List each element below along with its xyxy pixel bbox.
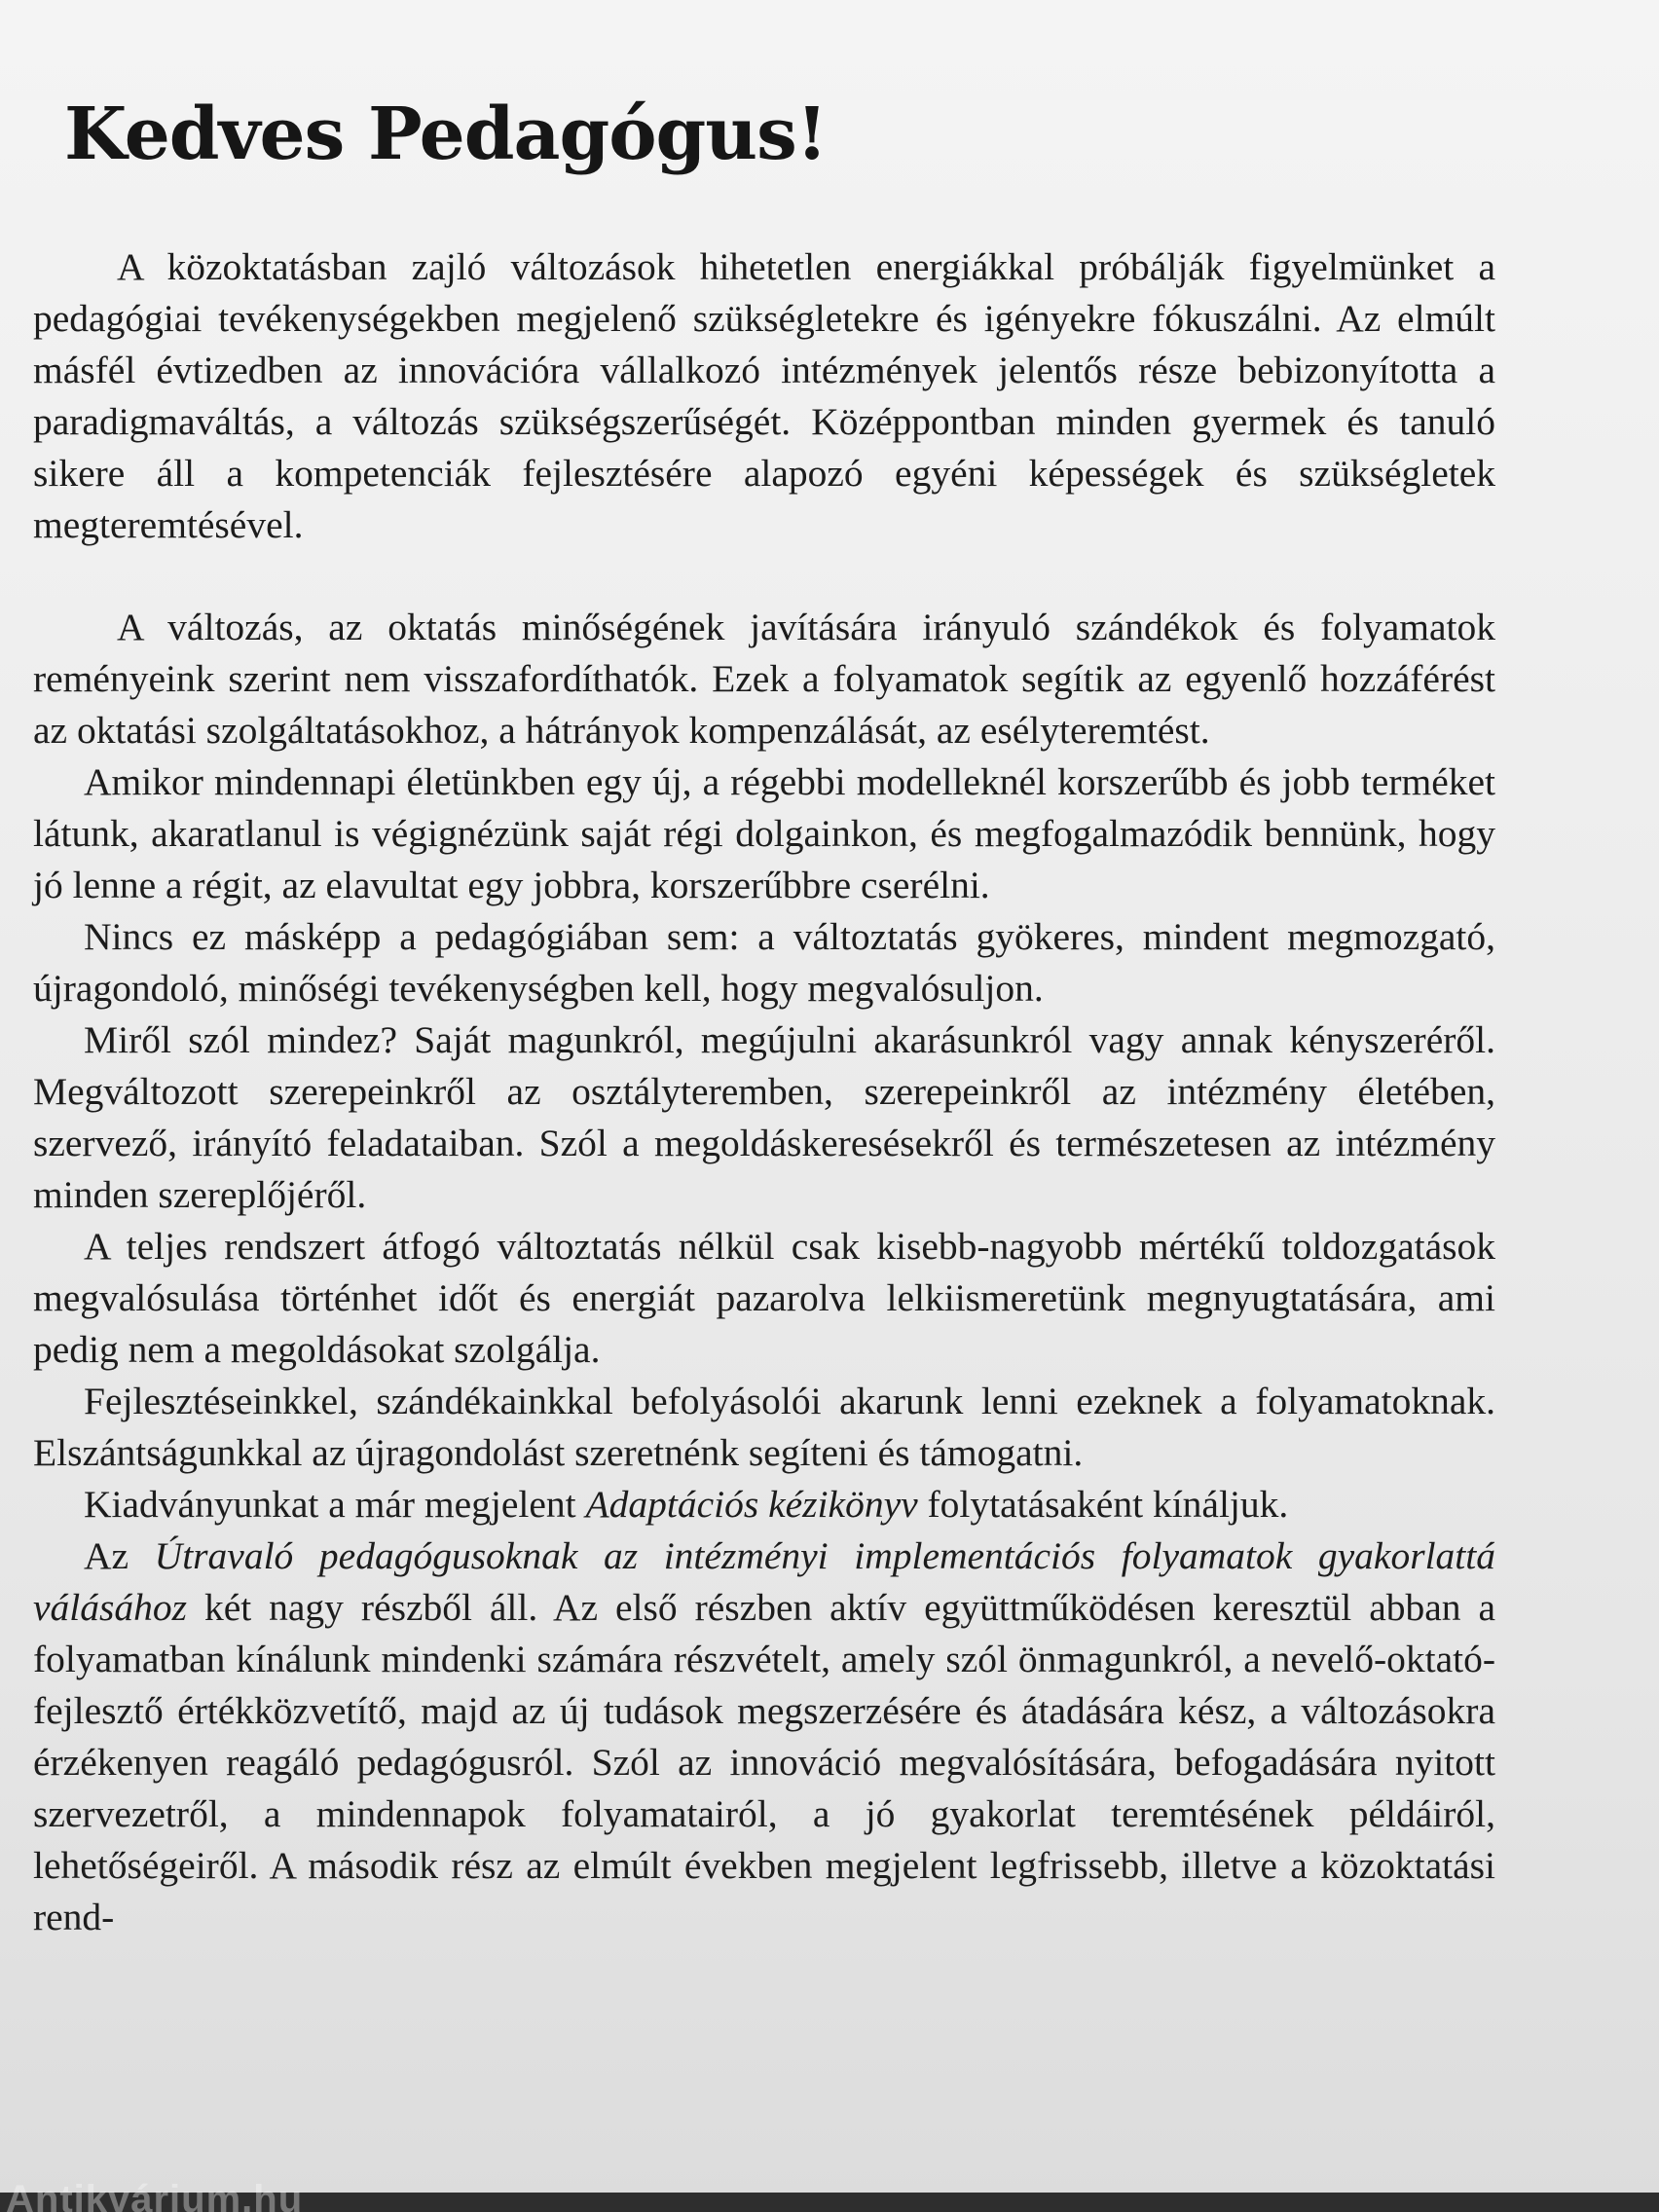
body-text bbox=[33, 241, 1495, 1943]
paragraph-1: A közoktatásban zajló változások hihetetlen energiákkal próbálják figyelmünket a pedagógiai tevékenységekben megjelenő szükségletekre és igényekre fókuszálni. Az elmúlt másfél évtizedben az innovációra vállalkozó intézmények jelentős része bebizonyította a paradigmaváltás, a változás szükségszerűségét. Középpontban minden gyermek és tanuló sikere áll a kompetenciák fejlesztésére alapozó egyéni képességek és szükségletek megteremtésével. bbox=[33, 245, 1495, 546]
paragraph-9-text-end: két nagy részből áll. Az első részben aktív együttműködésen keresztül abban a folyamatban kínálunk mindenki számára részvételt, amely szól önmagunkról, a nevelő-oktató-fejlesztő értékközvetítő, majd az új tudások megszerzésére és átadására kész, a változásokra érzékenyen reagáló pedagógusról. Szól az innováció megvalósítására, befogadására nyitott szervezetről, a mindennapok folyamatairól, a jó gyakorlat teremtésének példáiról, lehetőségeiről. A második rész az elmúlt években megjelent legfrissebb, illetve a közoktatási rend- bbox=[33, 1586, 1495, 1938]
paragraph-6: A teljes rendszert átfogó változtatás nélkül csak kisebb-nagyobb mértékű toldozgatások megvalósulása történhet időt és energiát pazarolva lelkiismeretünk megnyugtatására, ami pedig nem a megoldásokat szolgálja. bbox=[33, 1225, 1495, 1371]
paragraph-8-text: Kiadványunkat a már megjelent bbox=[84, 1483, 586, 1526]
paragraph-3: Amikor mindennapi életünkben egy új, a régebbi modelleknél korszerűbb és jobb terméket látunk, akaratlanul is végignézünk saját régi dolgainkon, és megfogalmazódik bennünk, hogy jó lenne a régit, az elavultat egy jobbra, korszerűbbre cserélni. bbox=[33, 760, 1495, 906]
paragraph-8 bbox=[33, 1479, 1495, 1530]
paragraph-5: Miről szól mindez? Saját magunkról, megújulni akarásunkról vagy annak kényszeréről. Megváltozott szerepeinkről az osztályteremben, szerepeinkről az intézmény életében, szervező, irányító feladataiban. Szól a megoldáskeresésekről és természetesen az intézmény minden szereplőjéről. bbox=[33, 1018, 1495, 1216]
page-title: Kedves Pedagógus! bbox=[64, 92, 828, 176]
book-title-utravalo: Útravaló pedagógusoknak az intézményi implementációs folyamatok gyakorlattá válásához bbox=[33, 1534, 1495, 1629]
watermark: Antikvárium.hu bbox=[6, 2178, 304, 2212]
book-title-adaptacios: Adaptációs kézikönyv bbox=[585, 1483, 918, 1526]
paragraph-8-text-end: folytatásaként kínáljuk. bbox=[917, 1483, 1289, 1526]
paragraph-7: Fejlesztéseinkkel, szándékainkkal befolyásolói akarunk lenni ezeknek a folyamatoknak. Elszántságunkkal az újragondolást szeretnénk segíteni és támogatni. bbox=[33, 1380, 1495, 1474]
paragraph-9-text: Az bbox=[84, 1534, 155, 1577]
paragraph-4: Nincs ez másképp a pedagógiában sem: a változtatás gyökeres, mindent megmozgató, újragondoló, minőségi tevékenységben kell, hogy megvalósuljon. bbox=[33, 915, 1495, 1010]
paragraph-2: A változás, az oktatás minőségének javítására irányuló szándékok és folyamatok reményeink szerint nem visszafordíthatók. Ezek a folyamatok segítik az egyenlő hozzáférést az oktatási szolgáltatásokhoz, a hátrányok kompenzálását, az esélyteremtést. bbox=[33, 606, 1495, 752]
paragraph-9 bbox=[33, 1530, 1495, 1943]
